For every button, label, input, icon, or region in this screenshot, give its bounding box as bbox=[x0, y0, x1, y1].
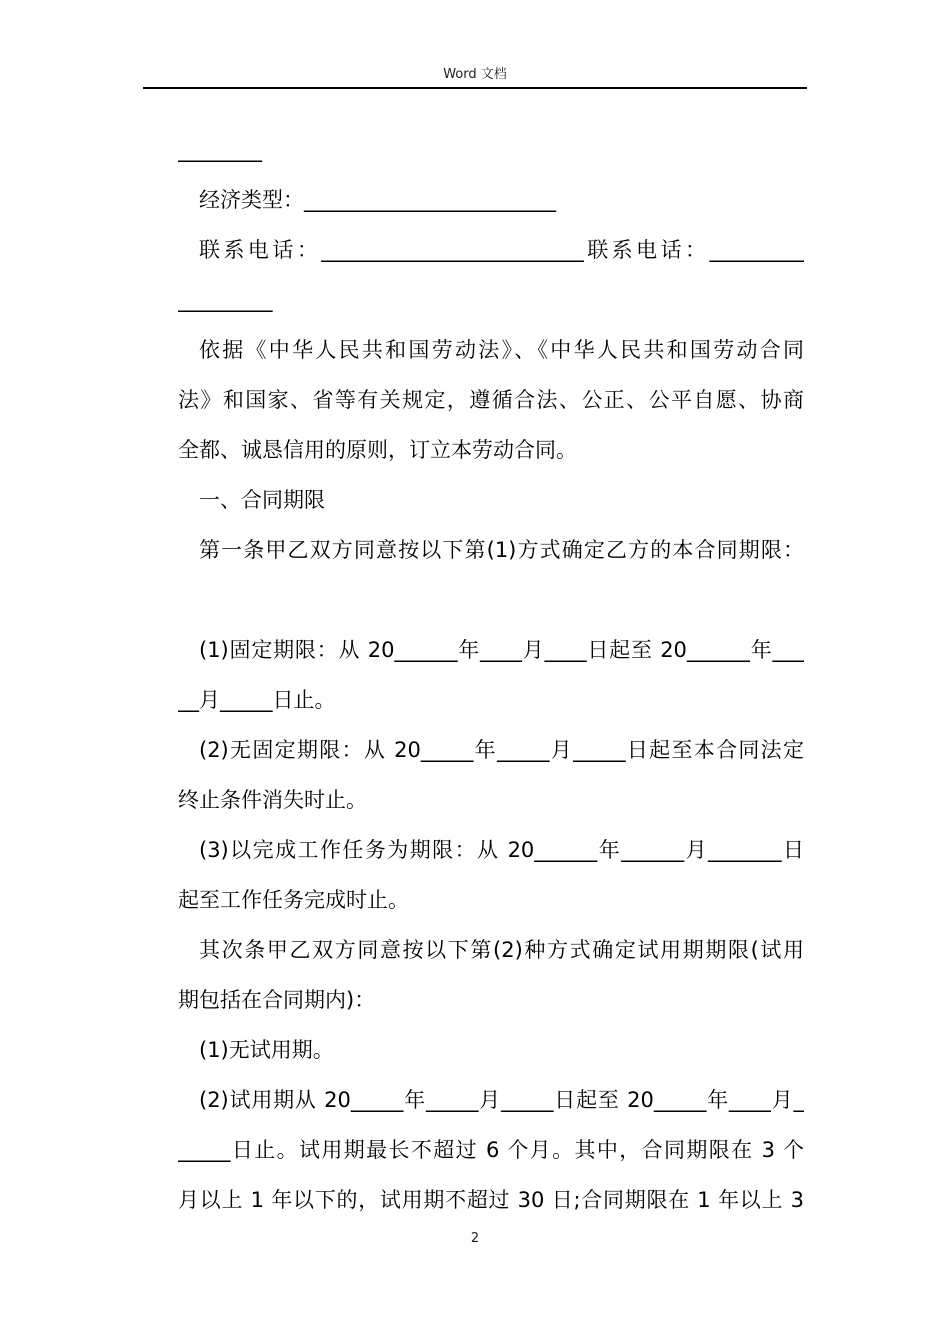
page-number: 2 bbox=[470, 1231, 480, 1246]
text-line-probation-2: _____日止。试用期最长不超过 6 个月。其中，合同期限在 3 个 bbox=[178, 1138, 804, 1162]
text-line-no-probation: (1)无试用期。 bbox=[199, 1038, 334, 1062]
text-line-empty bbox=[178, 575, 804, 625]
text-line-blank-underline: ________ bbox=[178, 138, 262, 162]
text-line-open-term-2: 终止条件消失时止。 bbox=[178, 788, 367, 812]
text-line-economic-type: 经济类型：________________________ bbox=[199, 188, 556, 212]
text-line-phone-continued: _________ bbox=[178, 288, 273, 312]
text-line-preamble-3: 全都、诚恳信用的原则，订立本劳动合同。 bbox=[178, 438, 577, 462]
header-divider bbox=[143, 87, 807, 89]
text-line-article-1: 第一条甲乙双方同意按以下第(1)方式确定乙方的本合同期限： bbox=[199, 538, 804, 562]
text-line-fixed-term-2: __月_____日止。 bbox=[178, 688, 336, 712]
text-line-task-term-2: 起至工作任务完成时止。 bbox=[178, 888, 409, 912]
text-line-article-2-2: 期包括在合同期内)： bbox=[178, 988, 376, 1012]
text-line-contact-phone: 联系电话：_________________________联系电话：_________ bbox=[199, 238, 804, 262]
text-line-fixed-term-1: (1)固定期限：从 20______年____月____日起至 20______年___ bbox=[199, 638, 804, 662]
text-line-open-term-1: (2)无固定期限：从 20_____年_____月_____日起至本合同法定 bbox=[199, 738, 804, 762]
text-line-probation-1: (2)试用期从 20_____年_____月_____日起至 20_____年____月_ bbox=[199, 1088, 804, 1112]
text-line-probation-3: 月以上 1 年以下的，试用期不超过 30 日;合同期限在 1 年以上 3 bbox=[178, 1188, 804, 1212]
document-body bbox=[178, 125, 804, 1225]
section-heading-contract-term: 一、合同期限 bbox=[199, 488, 325, 512]
text-line-preamble-1: 依据《中华人民共和国劳动法》、《中华人民共和国劳动合同 bbox=[199, 338, 804, 362]
page-header-title: Word 文档 bbox=[443, 67, 507, 82]
text-line-article-2-1: 其次条甲乙双方同意按以下第(2)种方式确定试用期期限(试用 bbox=[199, 938, 804, 962]
text-line-preamble-2: 法》和国家、省等有关规定，遵循合法、公正、公平自愿、协商 bbox=[178, 388, 804, 412]
text-line-task-term-1: (3)以完成工作任务为期限：从 20______年______月_______日 bbox=[199, 838, 804, 862]
